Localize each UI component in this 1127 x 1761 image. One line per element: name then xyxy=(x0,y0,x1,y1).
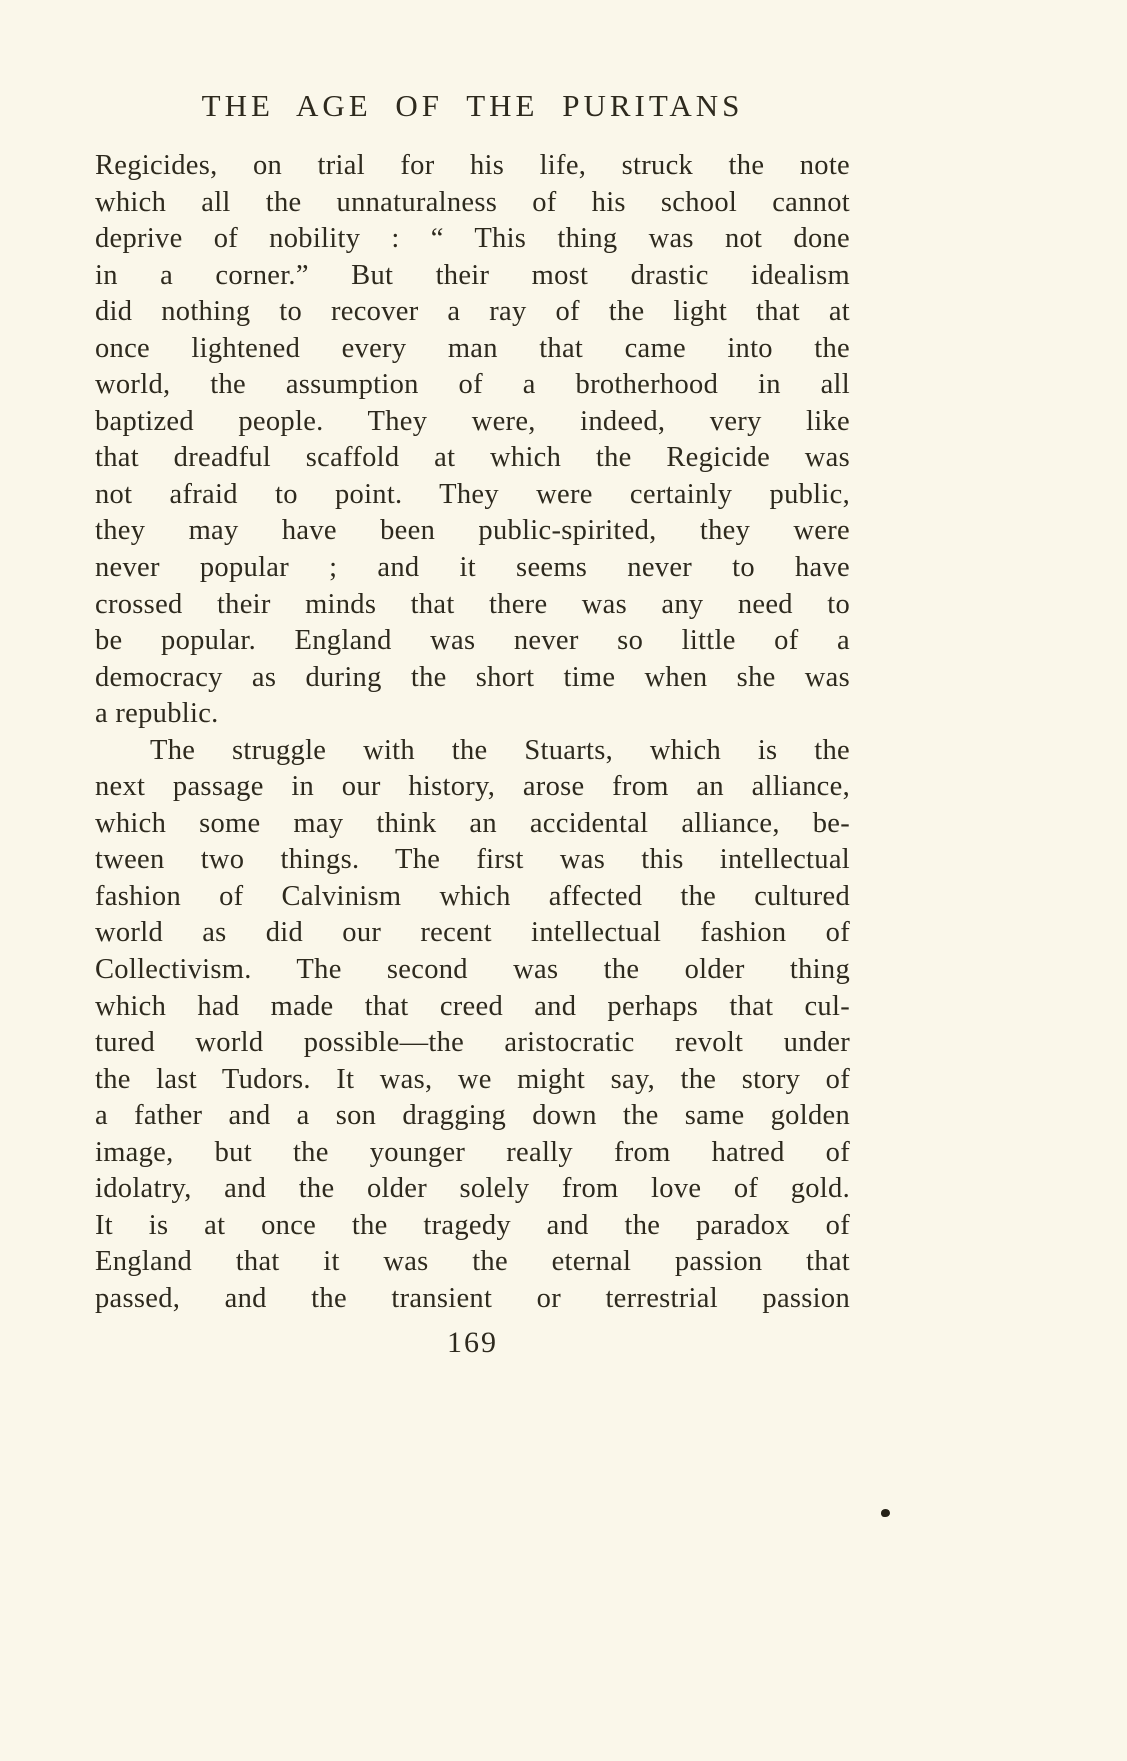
text-line: Collectivism. The second was the older thing xyxy=(95,954,850,986)
text-line: once lightened every man that came into the xyxy=(95,332,850,364)
text-line: which some may think an accidental alliance, be- xyxy=(95,807,850,839)
text-line: The struggle with the Stuarts, which is the xyxy=(150,734,850,766)
text-line: world as did our recent intellectual fashion of xyxy=(95,917,850,949)
text-line: a father and a son dragging down the same golden xyxy=(95,1100,850,1132)
text-line: they may have been public-spirited, they were xyxy=(95,515,850,547)
text-line: a republic. xyxy=(95,698,219,730)
text-line: world, the assumption of a brotherhood in all xyxy=(95,369,850,401)
text-line: passed, and the transient or terrestrial passion xyxy=(95,1282,850,1314)
text-line: in a corner.” But their most drastic idealism xyxy=(95,259,850,291)
text-line: not afraid to point. They were certainly public, xyxy=(95,478,850,510)
text-line: the last Tudors. It was, we might say, the story of xyxy=(95,1063,850,1095)
body-text xyxy=(95,148,850,1318)
text-line: which all the unnaturalness of his school cannot xyxy=(95,186,850,218)
text-line: It is at once the tragedy and the paradox of xyxy=(95,1209,850,1241)
text-line: never popular ; and it seems never to have xyxy=(95,552,850,584)
page-title: THE AGE OF THE PURITANS xyxy=(201,88,744,123)
text-line: be popular. England was never so little of a xyxy=(95,625,850,657)
text-line: image, but the younger really from hatred of xyxy=(95,1136,850,1168)
text-line: tured world possible—the aristocratic revolt under xyxy=(95,1027,850,1059)
text-line: did nothing to recover a ray of the light that at xyxy=(95,296,850,328)
text-line: fashion of Calvinism which affected the cultured xyxy=(95,880,850,912)
text-line: baptized people. They were, indeed, very like xyxy=(95,405,850,437)
text-line: Regicides, on trial for his life, struck the note xyxy=(95,150,850,181)
ink-speck xyxy=(881,1509,890,1517)
text-line: that dreadful scaffold at which the Regicide was xyxy=(95,442,850,474)
text-line: idolatry, and the older solely from love of gold. xyxy=(95,1173,850,1205)
text-line: next passage in our history, arose from an alliance, xyxy=(95,771,850,803)
text-line: which had made that creed and perhaps that cul- xyxy=(95,990,850,1022)
text-line: deprive of nobility : “ This thing was not done xyxy=(95,223,850,255)
text-line: crossed their minds that there was any need to xyxy=(95,588,850,620)
text-line: democracy as during the short time when she was xyxy=(95,661,850,693)
text-line: England that it was the eternal passion that xyxy=(95,1246,850,1278)
page-number: 169 xyxy=(447,1326,498,1359)
text-line: tween two things. The first was this intellectual xyxy=(95,844,850,876)
